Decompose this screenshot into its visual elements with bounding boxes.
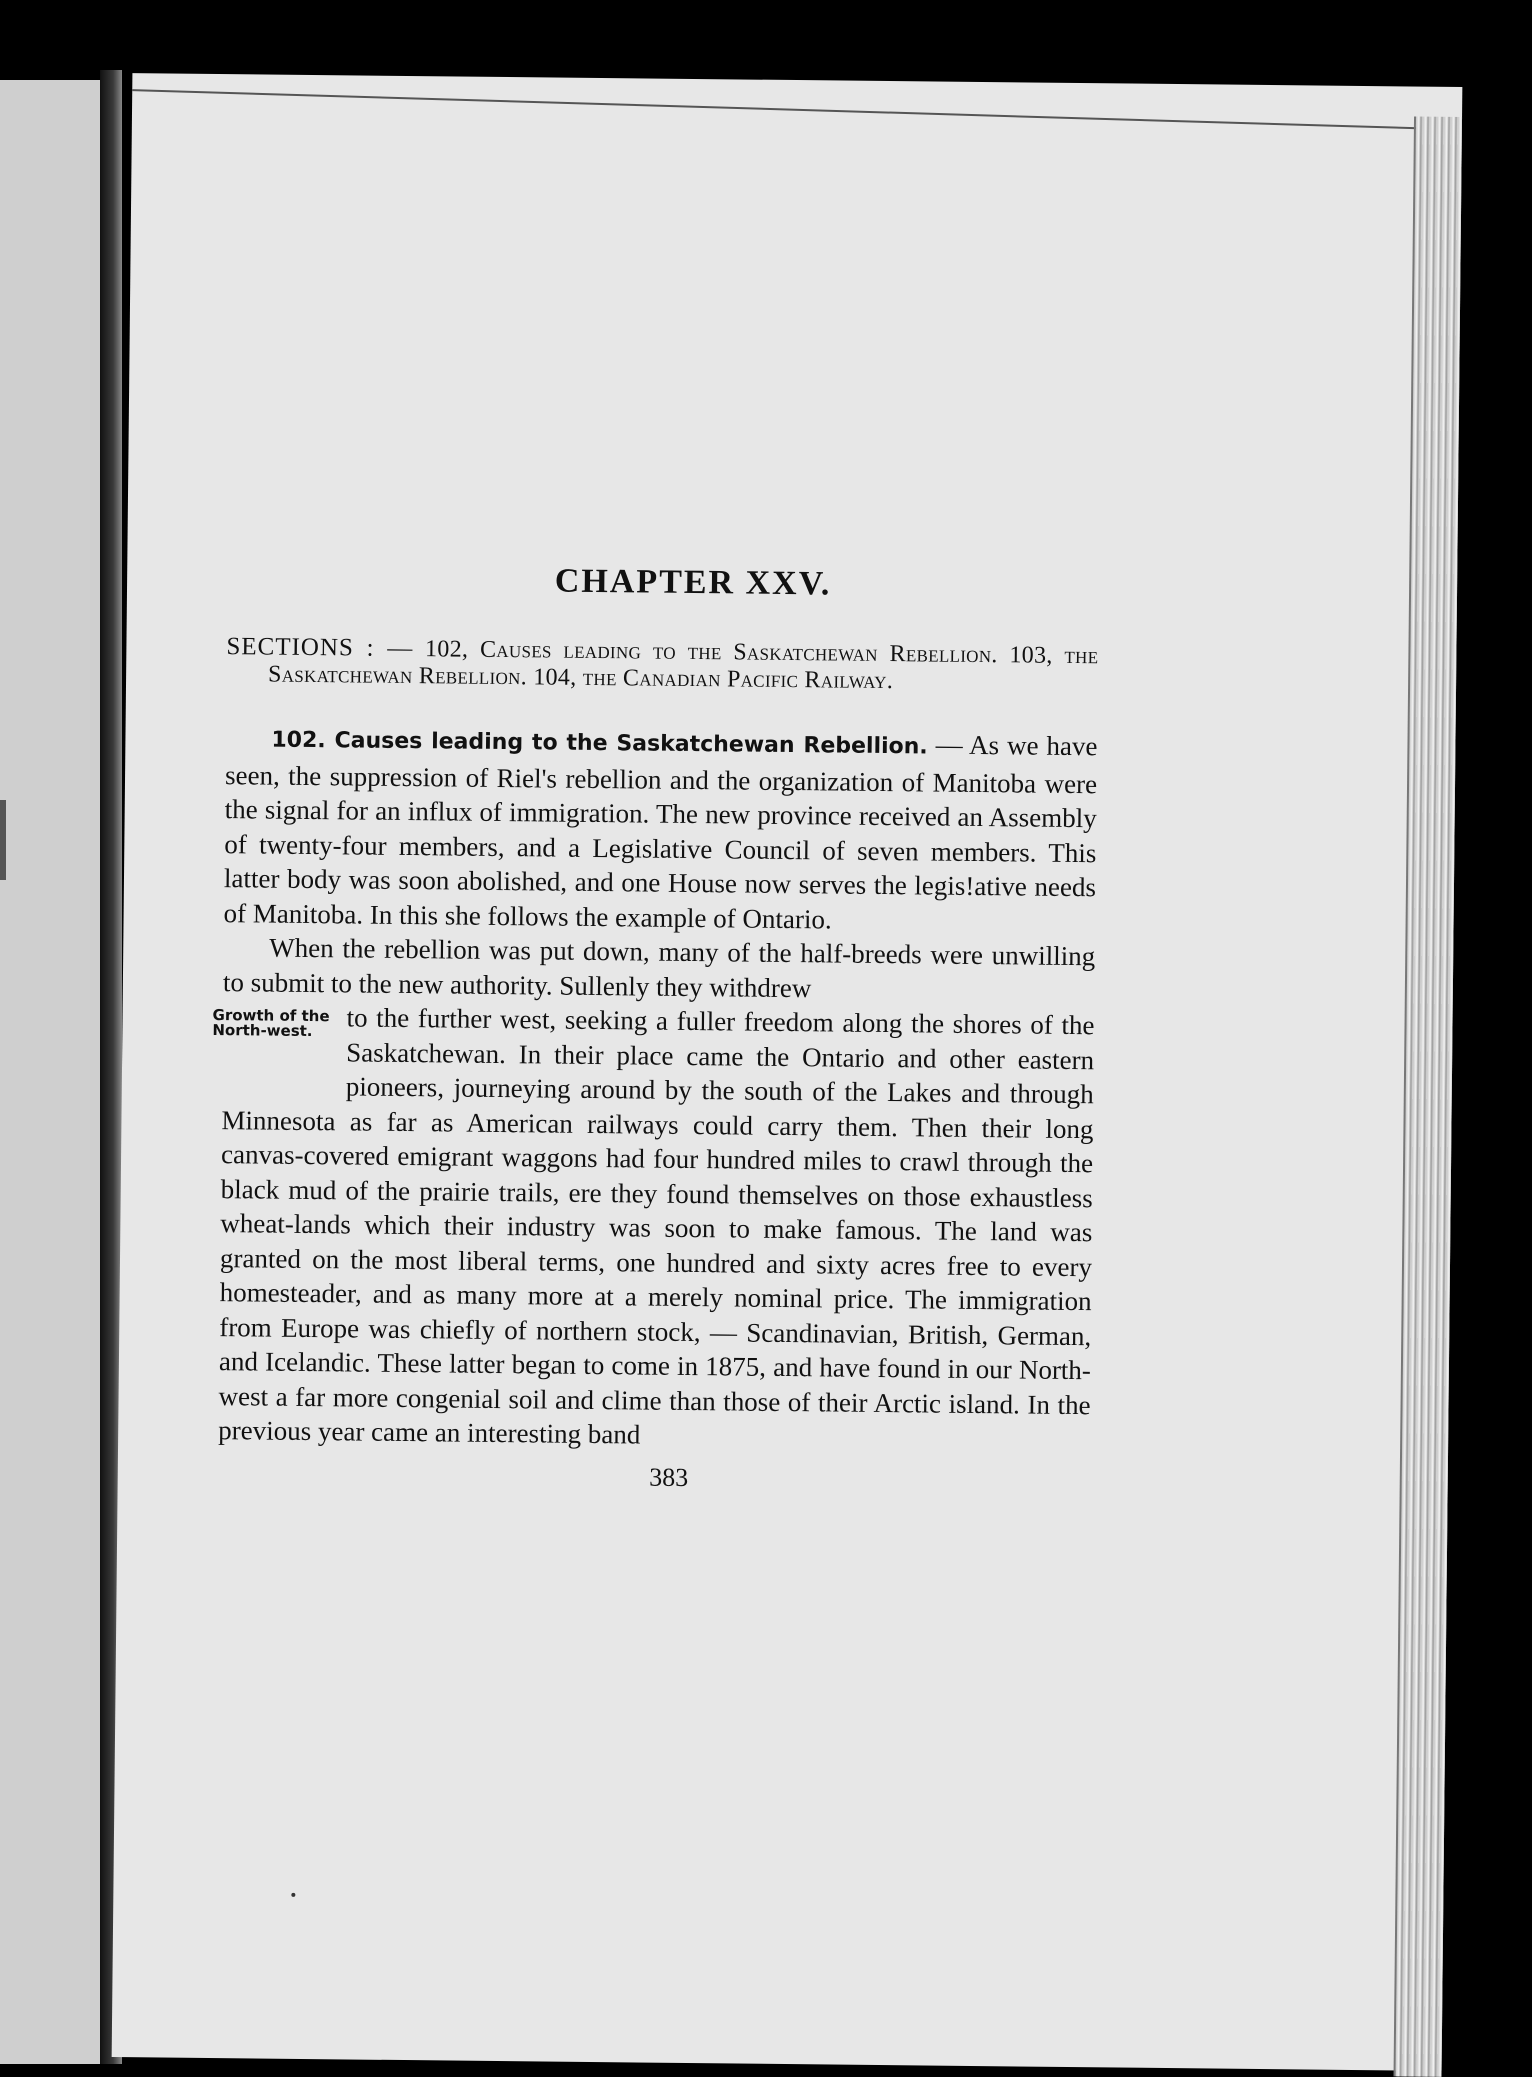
section-heading-102: 102. Causes leading to the Saskatchewan Rebellion.: [271, 727, 928, 760]
sections-list: 102, Causes leading to the Saskatchewan Rebellion. 103, the Saskatchewan Rebellion. 104, the Canadian Pacific Railway.: [267, 636, 1099, 695]
sections-summary: [226, 633, 1099, 697]
paper-speck: [291, 1893, 295, 1897]
page-number: 383: [649, 1462, 689, 1492]
paragraph-102-2a: When the rebellion was put down, many of the half-breeds were unwilling to submit to the new authority. Sullenly they withdrew: [222, 932, 1096, 1003]
margin-note-growth: Growth of the North-west.: [212, 1005, 330, 1041]
chapter-title: CHAPTER XXV.: [554, 562, 832, 603]
paragraph-102-1: [223, 720, 1097, 939]
page-stack-edge: [1394, 117, 1463, 2077]
sections-lead: SECTIONS : —: [226, 633, 414, 663]
paragraph-102-2-wrap: [212, 930, 1096, 1457]
paragraph-102-1-text: — As we have seen, the suppression of Riel's rebellion and the organization of Manitoba were the signal for an influx of immigration. The new province received an Assembly of twenty-four members, and a Legislative Council of seven members. This latter body was soon abolished, and one House now serves the legis!ative needs of Manitoba. In this she follows the example of Ontario.: [223, 729, 1098, 934]
paragraph-102-2b: [218, 999, 1095, 1457]
book-page: [112, 73, 1463, 2071]
paragraph-102-2b-text: to the further west, seeking a fuller freedom along the shores of the Saskatchewan. In their place came the Ontario and other eastern pioneers, journeying around by the south of the Lakes and through Minnesota as far as American railways could carry them. Then their long canvas-covered emigrant waggons had four hundred miles to crawl through the black mud of the prairie trails, ere they found themselves on those exhaustless wheat-lands which their industry was soon to make famous. The land was granted on the most liberal terms, one hundred and sixty acres free to every homesteader, and as many more at a merely nominal price. The immigration from Europe was chiefly of northern stock, — Scandinavian, British, German, and Icelandic. These latter began to come in 1875, and have found in our North-west a far more congenial soil and clime than those of their Arctic island. In the previous year came an interesting band: [218, 1002, 1095, 1450]
left-page-edge: [0, 80, 100, 2064]
page-top-line: [132, 89, 1451, 130]
page-content: [212, 559, 1100, 1497]
